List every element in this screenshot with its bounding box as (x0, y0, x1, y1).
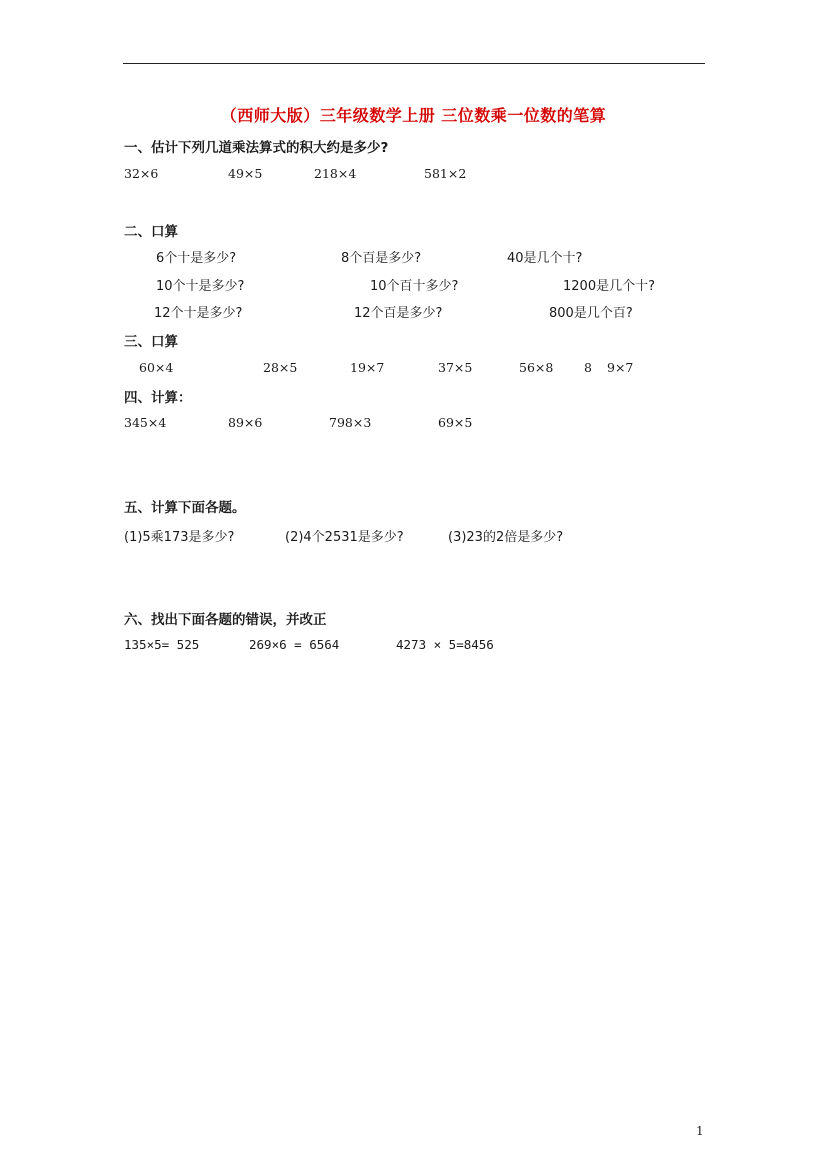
mental-item-6: 8 (584, 360, 592, 375)
document-title: （西师大版）三年级数学上册 三位数乘一位数的笔算 (220, 106, 607, 125)
mental-item-5: 56×8 (519, 360, 554, 375)
mental-item-7: 9×7 (607, 360, 634, 375)
page-number: 1 (696, 1124, 704, 1138)
calc-item-1: 345×4 (124, 415, 167, 430)
oral-item-3-1: 12个十是多少? (154, 306, 243, 321)
mental-item-4: 37×5 (438, 360, 473, 375)
section-5-heading: 五、计算下面各题。 (124, 500, 246, 516)
section-3-heading: 三、口算 (124, 334, 178, 350)
word-problem-1: (1)5乘173是多少? (124, 530, 235, 545)
estimate-item-2: 49×5 (228, 166, 263, 181)
section-1-heading: 一、估计下列几道乘法算式的积大约是多少? (124, 140, 389, 156)
calc-item-2: 89×6 (228, 415, 263, 430)
error-item-1: 135×5= 525 (124, 637, 200, 652)
oral-item-1-2: 8个百是多少? (341, 251, 422, 266)
oral-item-2-2: 10个百十多少? (370, 279, 459, 294)
header-rule (123, 63, 705, 64)
estimate-item-1: 32×6 (124, 166, 159, 181)
estimate-item-4: 581×2 (424, 166, 467, 181)
oral-item-1-3: 40是几个十? (507, 251, 583, 266)
section-6-heading: 六、找出下面各题的错误，并改正 (124, 612, 327, 628)
error-item-3: 4273 × 5=8456 (396, 637, 494, 652)
oral-item-3-3: 800是几个百? (549, 306, 633, 321)
error-item-2: 269×6 = 6564 (249, 637, 340, 652)
oral-item-1-1: 6个十是多少? (156, 251, 237, 266)
mental-item-3: 19×7 (350, 360, 385, 375)
word-problem-2: (2)4个2531是多少? (285, 530, 404, 545)
oral-item-3-2: 12个百是多少? (354, 306, 443, 321)
calc-item-3: 798×3 (329, 415, 372, 430)
calc-item-4: 69×5 (438, 415, 473, 430)
oral-item-2-1: 10个十是多少? (156, 279, 245, 294)
mental-item-2: 28×5 (263, 360, 298, 375)
oral-item-2-3: 1200是几个十? (563, 279, 655, 294)
section-4-heading: 四、计算： (124, 390, 192, 406)
estimate-item-3: 218×4 (314, 166, 357, 181)
word-problem-3: (3)23的2倍是多少? (448, 530, 564, 545)
section-2-heading: 二、口算 (124, 224, 178, 240)
mental-item-1: 60×4 (139, 360, 174, 375)
